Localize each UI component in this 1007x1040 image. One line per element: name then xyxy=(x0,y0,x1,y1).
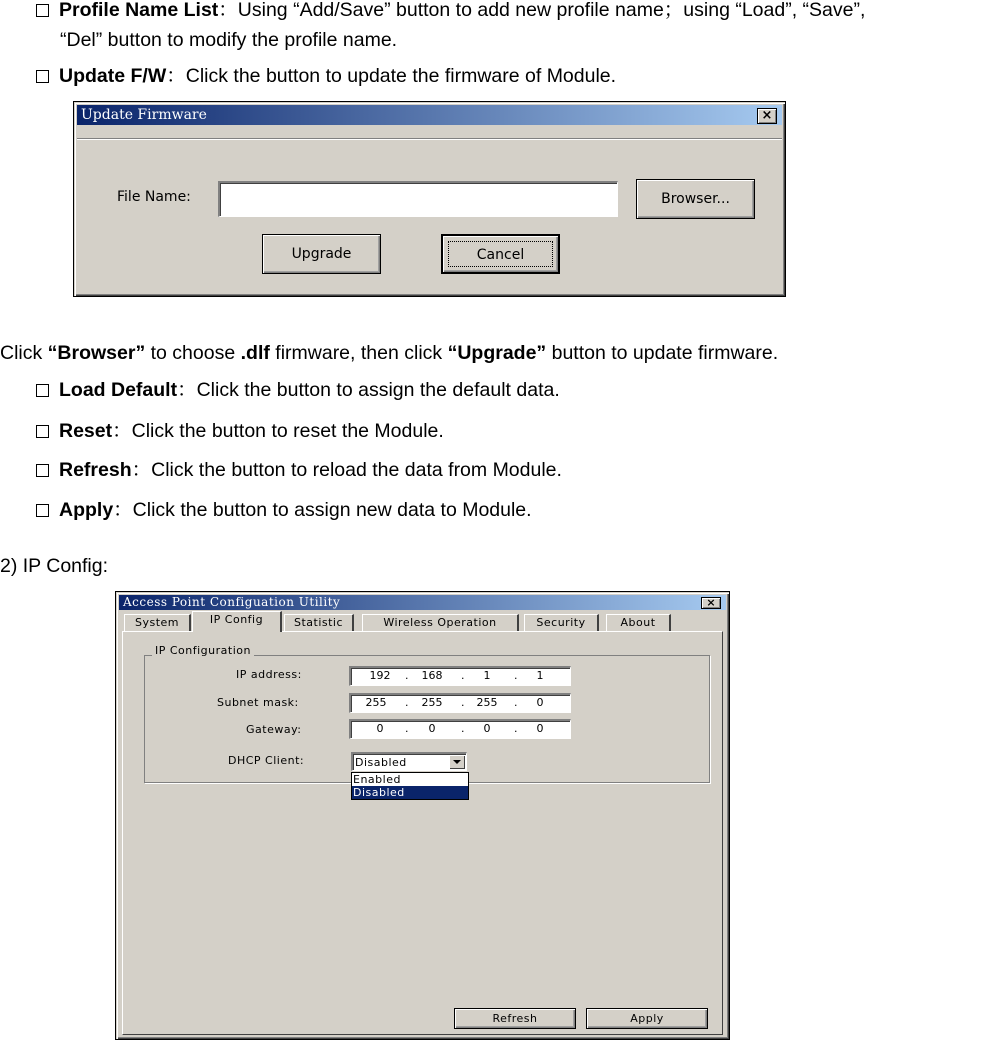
bold-term: Load Default xyxy=(59,379,178,401)
cancel-button[interactable] xyxy=(441,234,560,274)
ip-separator: . xyxy=(405,722,409,735)
browser-button[interactable]: Browser... xyxy=(636,179,755,219)
tab-security[interactable]: Security xyxy=(524,614,599,631)
dialog-title: Update Firmware xyxy=(81,107,207,123)
ip-octet: 168 xyxy=(421,669,443,682)
description-text: ：Click the button to reset the Module. xyxy=(112,420,444,442)
close-icon[interactable]: × xyxy=(701,597,721,609)
dhcp-client-select[interactable] xyxy=(351,752,467,771)
mask-octet: 0 xyxy=(536,696,544,709)
gateway-octet: 0 xyxy=(376,722,384,735)
dhcp-option-disabled[interactable]: Disabled xyxy=(352,786,468,799)
checkbox-bullet xyxy=(36,384,49,397)
gateway-octet: 0 xyxy=(536,722,544,735)
window-title-bar xyxy=(119,595,726,610)
update-firmware-dialog xyxy=(73,101,786,297)
ip-octet: 1 xyxy=(483,669,491,682)
group-title: IP Configuration xyxy=(152,644,254,657)
bold-term: “Browser” xyxy=(47,342,146,364)
gateway-octet: 0 xyxy=(428,722,436,735)
dhcp-dropdown-list xyxy=(351,772,469,800)
ip-config-heading: 2) IP Config: xyxy=(0,555,109,577)
description-text: ：Click the button to assign the default data. xyxy=(177,379,560,401)
description-text: ：Using “Add/Save” button to add new profile name；using “Load”, “Save”, xyxy=(218,0,866,21)
description-text: ：Click the button to update the firmware of Module. xyxy=(166,65,617,87)
ip-separator: . xyxy=(461,696,465,709)
profile-name-list-line2: “Del” button to modify the profile name. xyxy=(60,29,398,51)
tab-wireless-operation[interactable]: Wireless Operation xyxy=(362,614,519,631)
dialog-title-bar xyxy=(77,105,782,125)
bold-term: .dlf xyxy=(240,342,270,364)
bold-term: Apply xyxy=(59,499,114,521)
mask-octet: 255 xyxy=(476,696,498,709)
ip-separator: . xyxy=(514,722,518,735)
ip-octet: 192 xyxy=(369,669,391,682)
tab-system[interactable]: System xyxy=(124,614,191,631)
bold-term: “Upgrade” xyxy=(447,342,547,364)
checkbox-bullet xyxy=(36,70,49,83)
ip-separator: . xyxy=(405,669,409,682)
ip-octet: 1 xyxy=(536,669,544,682)
ip-separator: . xyxy=(405,696,409,709)
divider xyxy=(77,139,782,140)
ip-address-field[interactable] xyxy=(349,666,571,686)
bold-term: Reset xyxy=(59,420,113,442)
dhcp-client-label: DHCP Client: xyxy=(228,754,305,767)
file-name-label: File Name: xyxy=(117,189,191,205)
description-text: ：Click the button to reload the data from Module. xyxy=(131,459,562,481)
click-browser-line xyxy=(0,341,778,365)
cancel-label: Cancel xyxy=(448,241,553,267)
tab-statistic[interactable]: Statistic xyxy=(284,614,354,631)
upgrade-button[interactable]: Upgrade xyxy=(262,234,381,274)
ip-separator: . xyxy=(461,722,465,735)
tab-about[interactable]: About xyxy=(606,614,671,631)
text-part: button to update firmware. xyxy=(546,342,779,364)
reset-line xyxy=(36,419,444,443)
mask-octet: 255 xyxy=(421,696,443,709)
checkbox-bullet xyxy=(36,504,49,517)
dropdown-button[interactable] xyxy=(449,755,465,769)
profile-name-list-line xyxy=(36,0,865,22)
dhcp-option-enabled[interactable]: Enabled xyxy=(353,773,401,786)
close-icon[interactable]: × xyxy=(757,108,777,124)
file-name-input[interactable] xyxy=(218,181,618,217)
apply-button[interactable]: Apply xyxy=(586,1008,708,1029)
checkbox-bullet xyxy=(36,464,49,477)
apply-line xyxy=(36,498,532,522)
gateway-octet: 0 xyxy=(483,722,491,735)
text-part: firmware, then click xyxy=(269,342,448,364)
bold-term: Profile Name List xyxy=(59,0,219,21)
update-fw-line xyxy=(36,64,616,88)
gateway-field[interactable] xyxy=(349,719,571,739)
bold-term: Update F/W xyxy=(59,65,167,87)
dhcp-selected-value: Disabled xyxy=(355,756,407,769)
bold-term: Refresh xyxy=(59,459,132,481)
ip-separator: . xyxy=(514,696,518,709)
ip-address-label: IP address: xyxy=(236,668,302,681)
ip-separator: . xyxy=(461,669,465,682)
load-default-line xyxy=(36,378,560,402)
subnet-mask-label: Subnet mask: xyxy=(217,696,299,709)
checkbox-bullet xyxy=(36,4,49,17)
ip-separator: . xyxy=(514,669,518,682)
text-part: to choose xyxy=(145,342,241,364)
text-part: Click xyxy=(0,342,48,364)
checkbox-bullet xyxy=(36,425,49,438)
description-text: ：Click the button to assign new data to Module. xyxy=(113,499,532,521)
refresh-button[interactable]: Refresh xyxy=(454,1008,576,1029)
mask-octet: 255 xyxy=(365,696,387,709)
ap-config-window xyxy=(115,591,730,1040)
window-title: Access Point Configuation Utility xyxy=(123,595,341,609)
subnet-mask-field[interactable] xyxy=(349,693,571,713)
tab-ip-config[interactable]: IP Config xyxy=(192,611,282,632)
gateway-label: Gateway: xyxy=(246,723,302,736)
chevron-down-icon xyxy=(453,760,461,764)
refresh-line xyxy=(36,458,562,482)
